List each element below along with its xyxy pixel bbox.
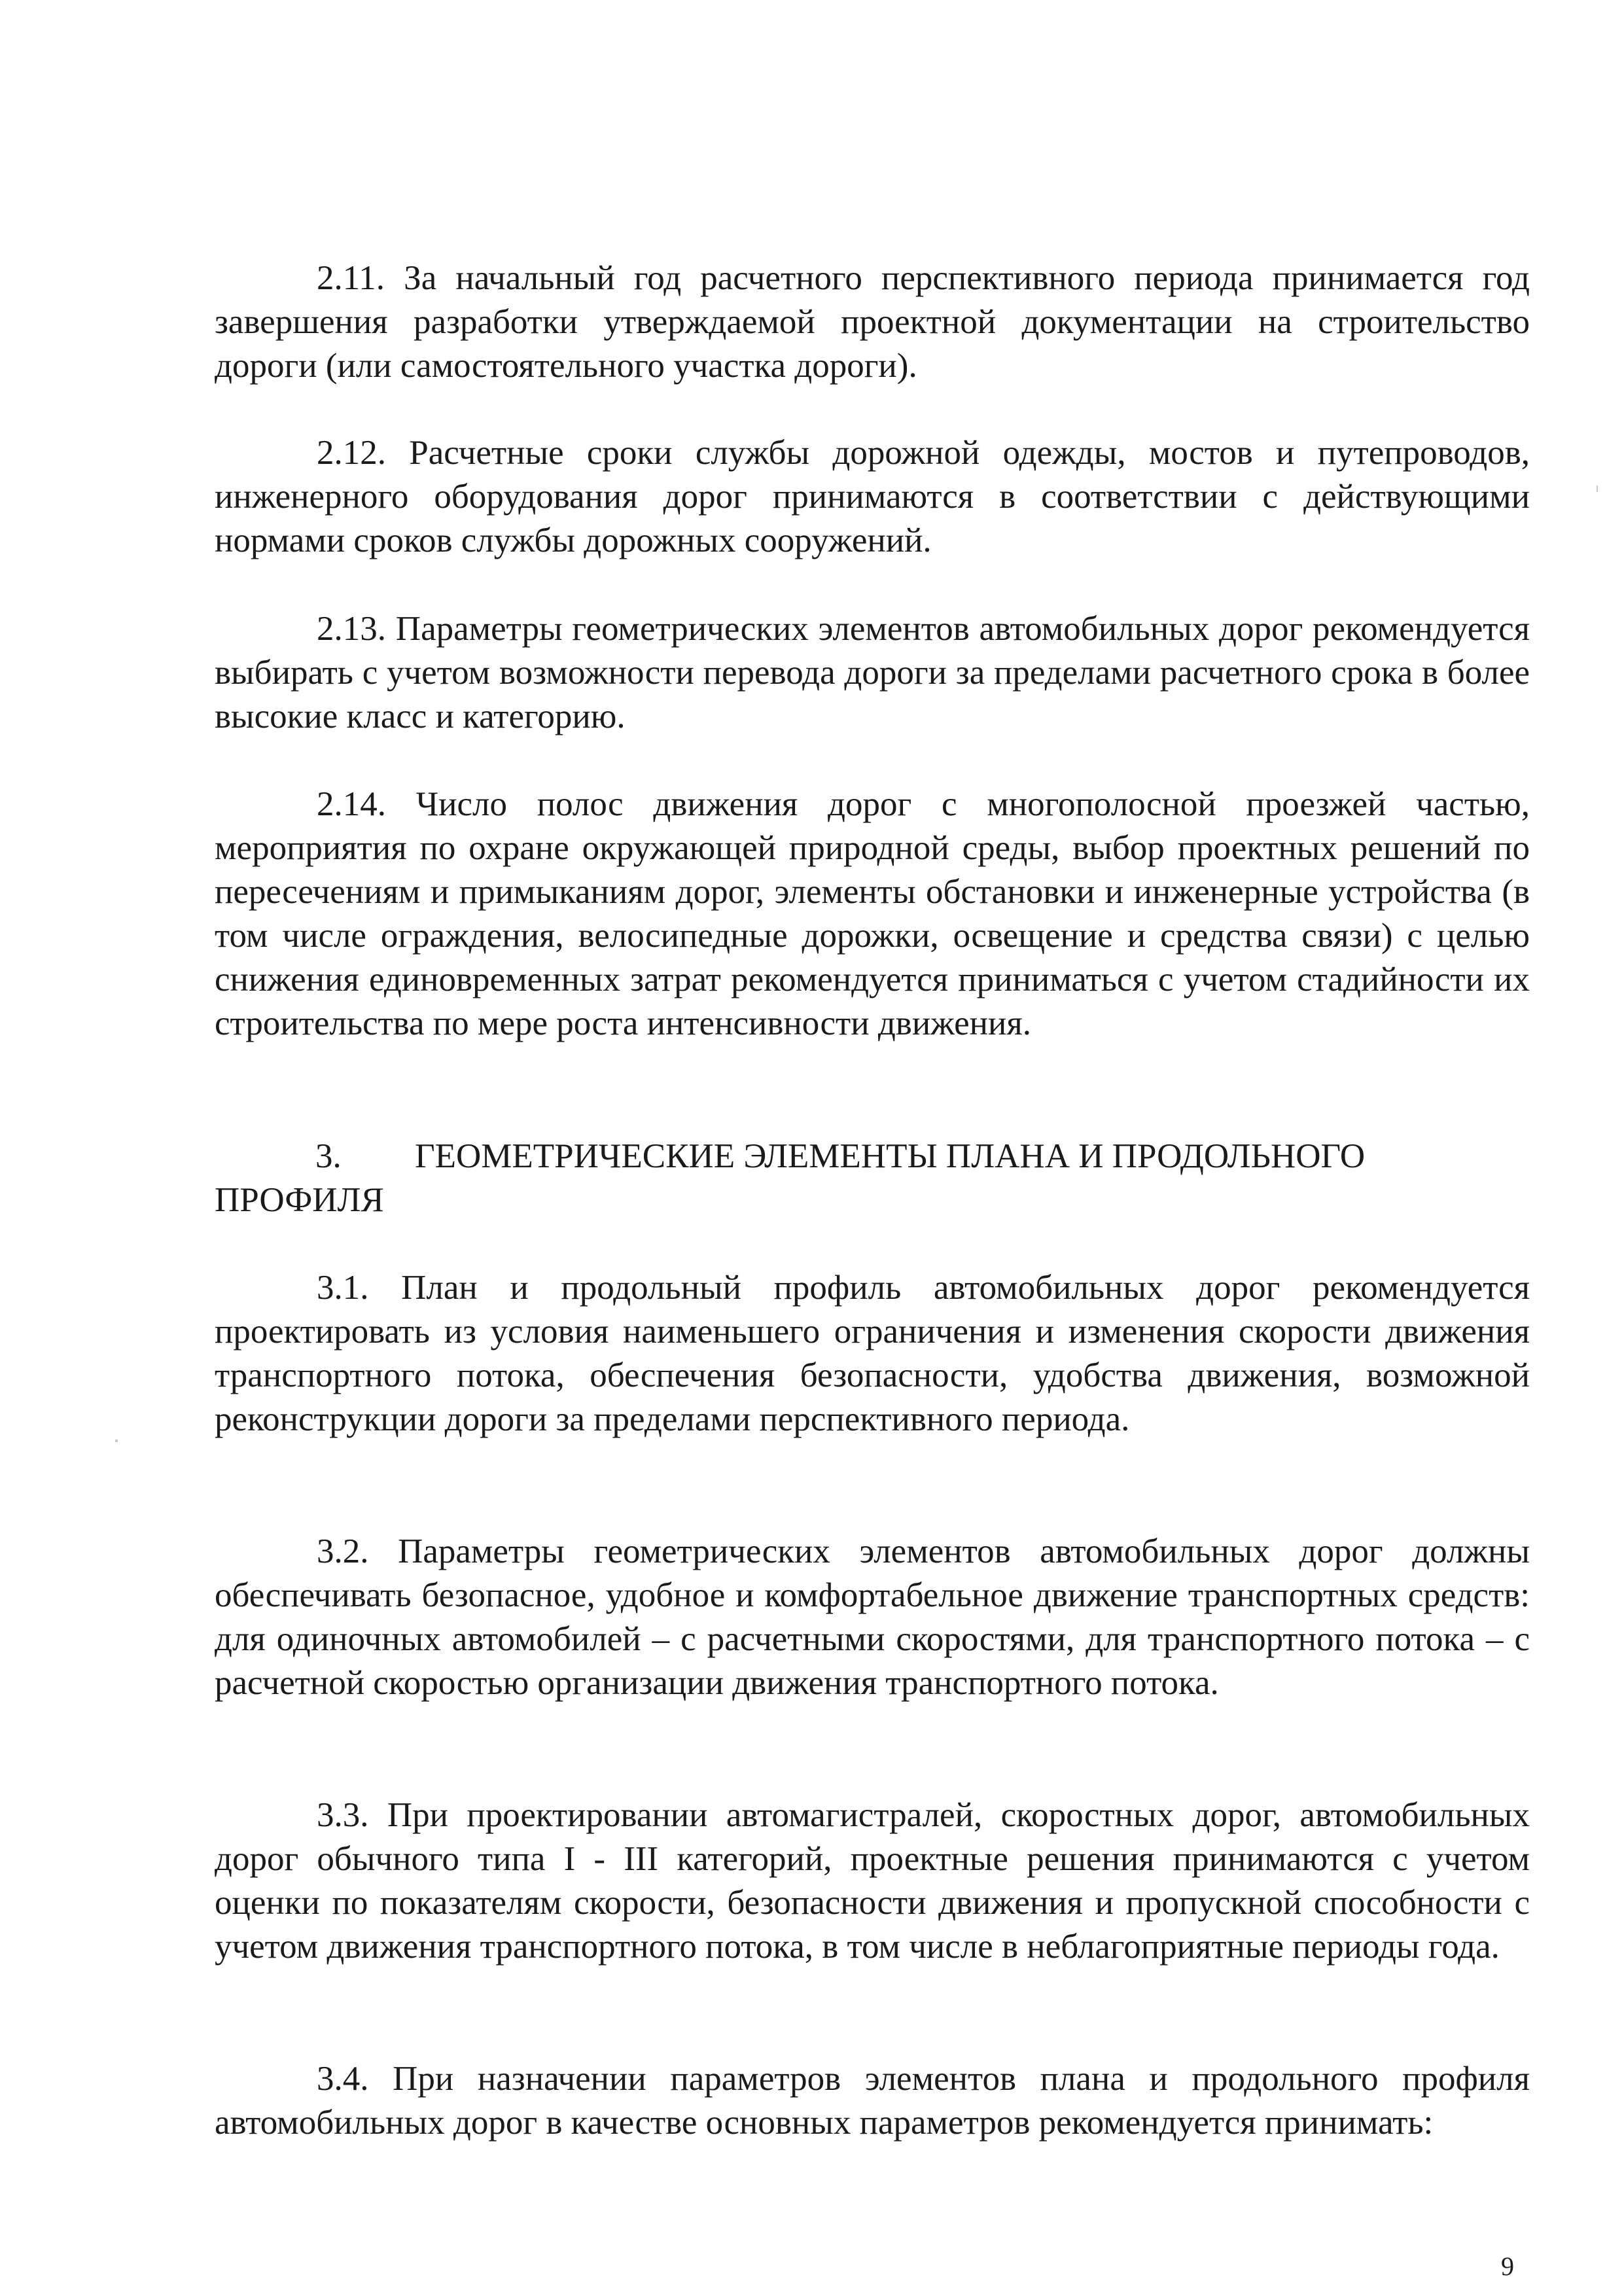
paragraph-3-2: 3.2. Параметры геометрических элементов автомобильных дорог должны обеспечивать безопасное, удобное и комфортабельное движение транспортных средств: для одиночных автомобилей – с расчетными скоростями, для транспортного потока – с расчетной скоростью организации движения транспортного потока. — [215, 1532, 1530, 1702]
scan-mark — [115, 1439, 118, 1442]
paragraph-3-3: 3.3. При проектировании автомагистралей, скоростных дорог, автомобильных дорог обычного типа I - III категорий, проектные решения принимаются с учетом оценки по показателям скорости, безопасности движения и пропускной способности с учетом движения транспортного потока, в том числе в неблагоприятные периоды года. — [215, 1796, 1530, 1966]
paragraph-3-4: 3.4. При назначении параметров элементов плана и продольного профиля автомобильных дорог в качестве основных параметров рекомендуется принимать: — [215, 2060, 1530, 2142]
paragraph-2-11: 2.11. За начальный год расчетного перспективного периода принимается год завершения разработки утверждаемой проектной документации на строительство дороги (или самостоятельного участка дороги). — [215, 259, 1530, 385]
scan-mark — [1597, 486, 1598, 492]
paragraph-2-14: 2.14. Число полос движения дорог с многополосной проезжей частью, мероприятия по охране окружающей природной среды, выбор проектных решений по пересечениям и примыканиям дорог, элементы обстановки и инженерные устройства (в том числе ограждения, велосипедные дорожки, освещение и средства связи) с целью снижения единовременных затрат рекомендуется приниматься с учетом стадийности их строительства по мере роста интенсивности движения. — [215, 785, 1530, 1042]
section-number: 3. — [315, 1137, 342, 1175]
paragraph-2-12: 2.12. Расчетные сроки службы дорожной одежды, мостов и путепроводов, инженерного оборудования дорог принимаются в соответствии с действующими нормами сроков службы дорожных сооружений. — [215, 434, 1530, 559]
paragraph-2-13: 2.13. Параметры геометрических элементов автомобильных дорог рекомендуется выбирать с учетом возможности перевода дороги за пределами расчетного срока в более высокие класс и категорию. — [215, 610, 1530, 735]
paragraph-3-1: 3.1. План и продольный профиль автомобильных дорог рекомендуется проектировать из условия наименьшего ограничения и изменения скорости движения транспортного потока, обеспечения безопасности, удобства движения, возможной реконструкции дороги за пределами перспективного периода. — [215, 1269, 1530, 1438]
section-title: ГЕОМЕТРИЧЕСКИЕ ЭЛЕМЕНТЫ ПЛАНА И ПРОДОЛЬНОГО ПРОФИЛЯ — [215, 1137, 1366, 1219]
section-heading — [215, 1135, 1530, 1222]
page-number: 9 — [1501, 2252, 1514, 2281]
